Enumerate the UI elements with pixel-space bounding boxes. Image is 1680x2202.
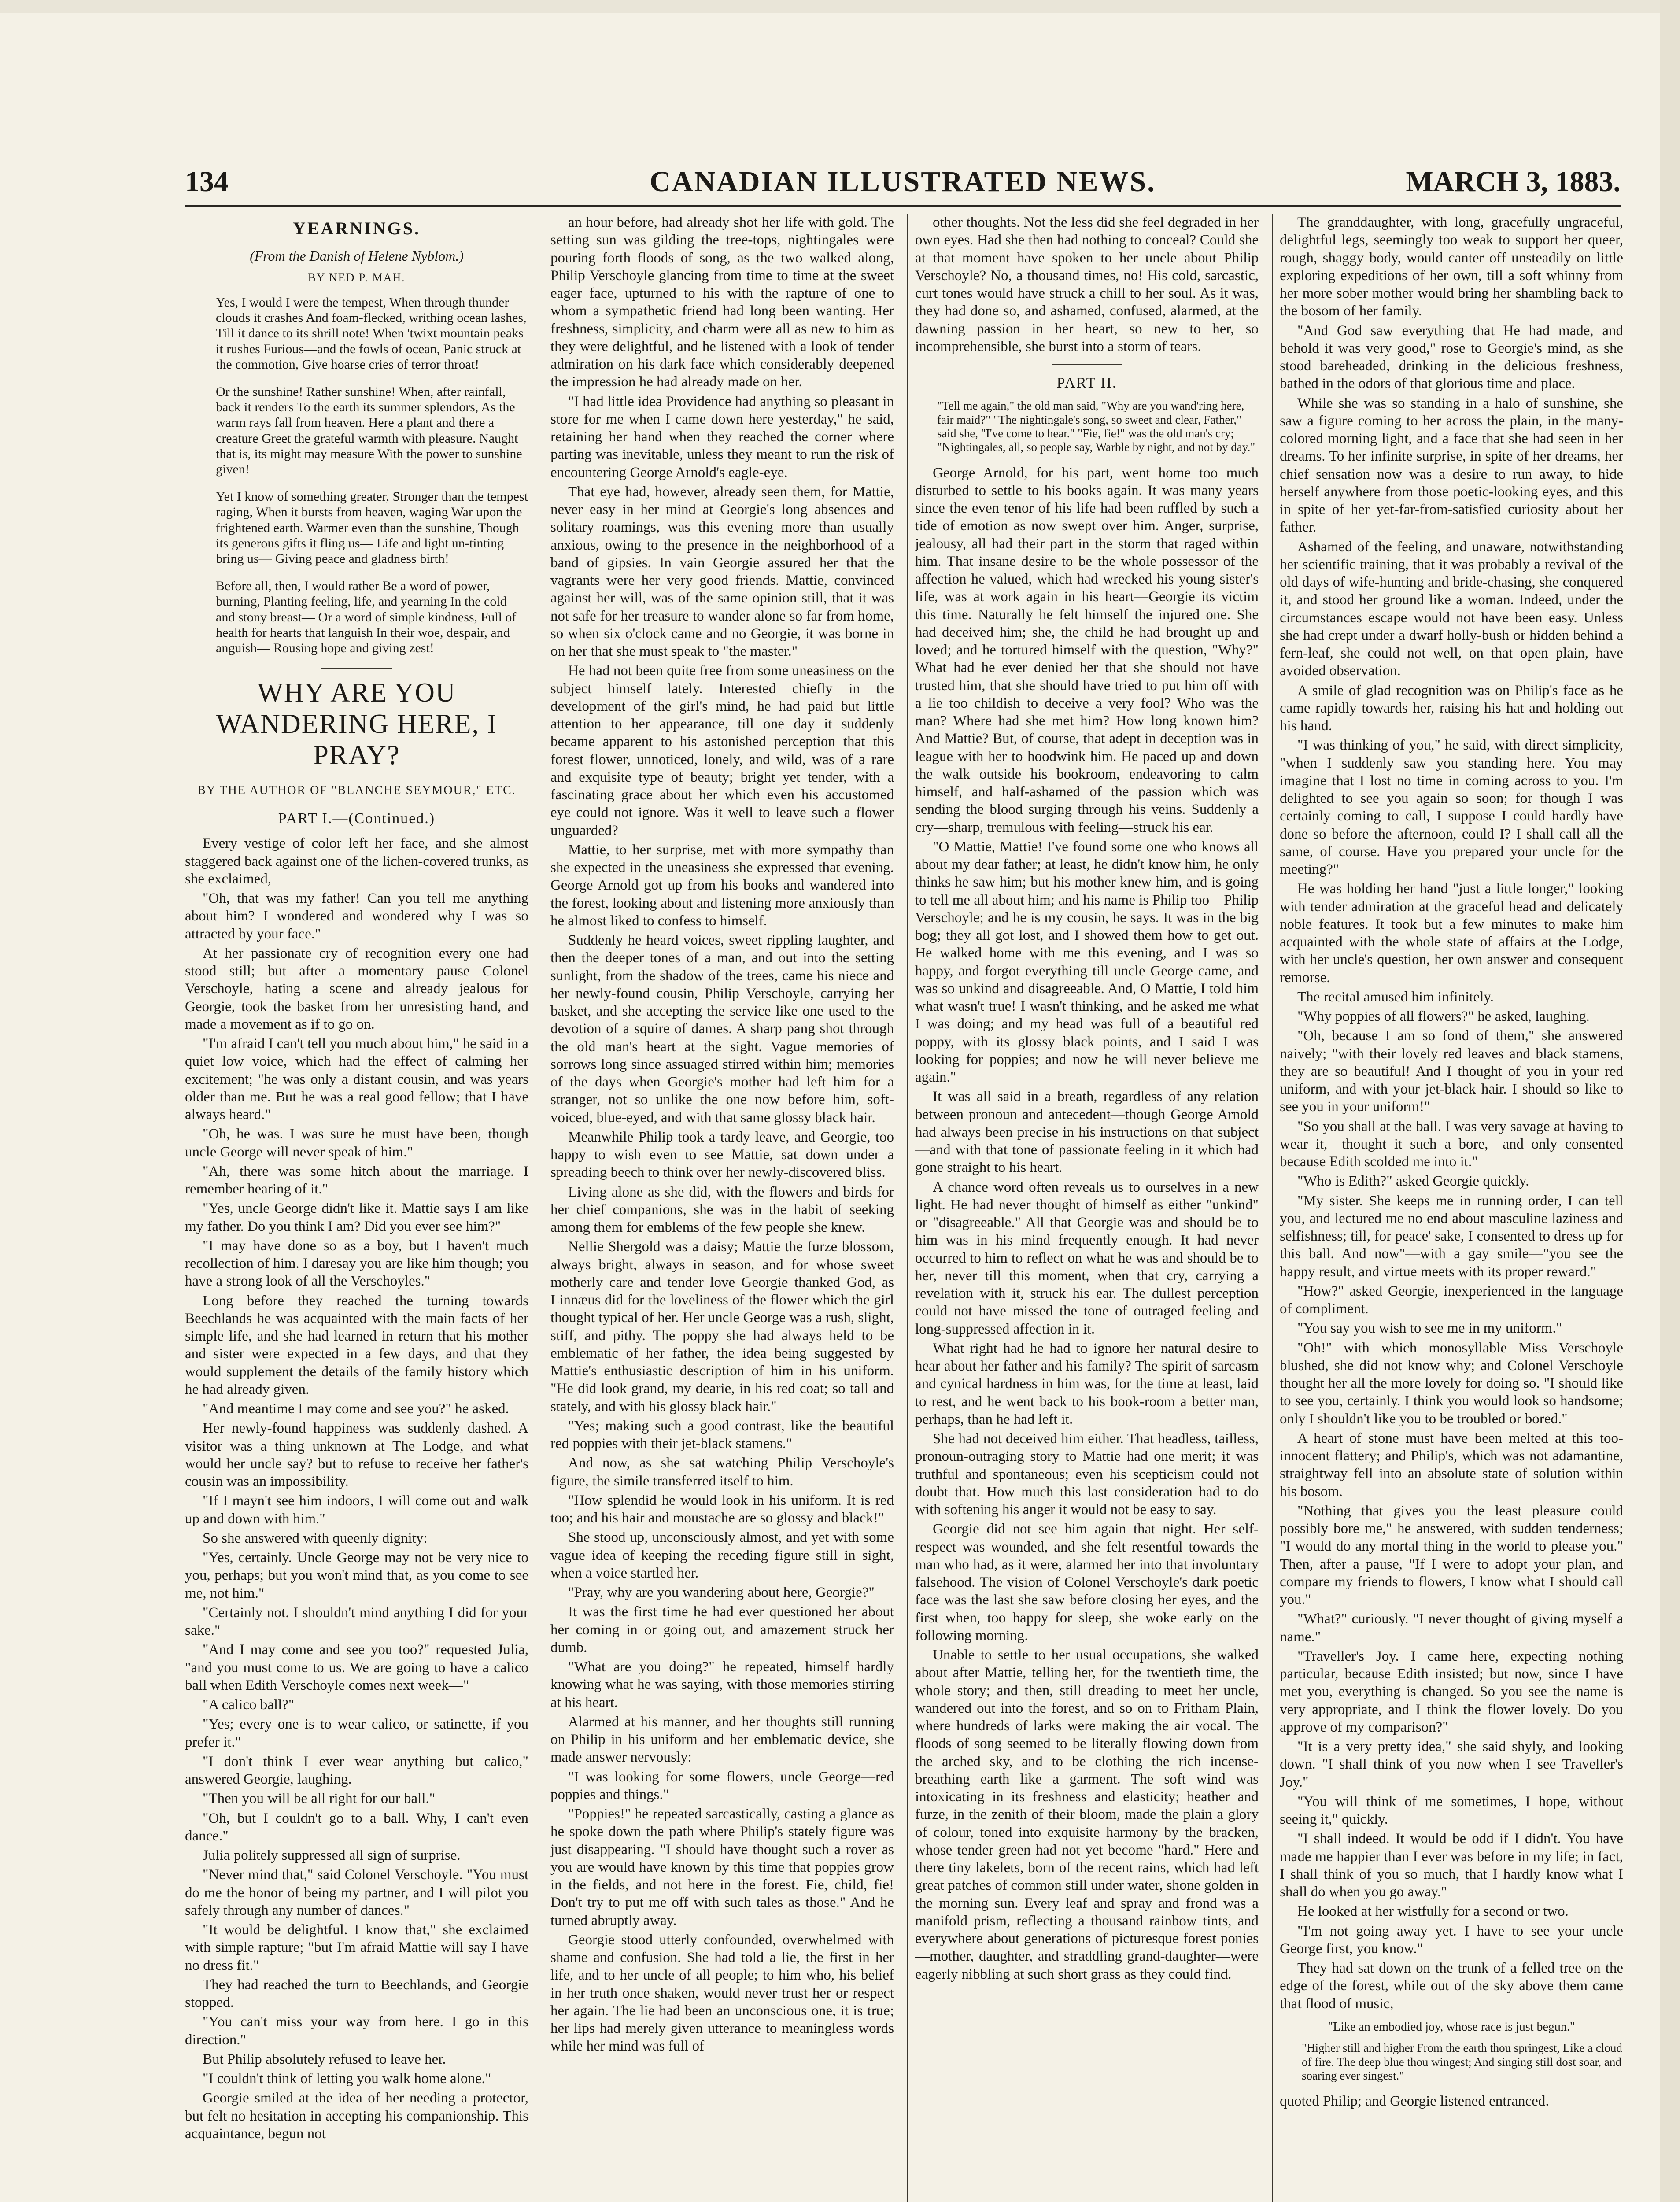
paragraph: Her newly-found happiness was suddenly dashed. A visitor was a thing unknown at The Lodge, and what would her uncle say? but to refuse to receive her father's cousin was an impossibility. — [185, 1420, 528, 1490]
paragraph: "Pray, why are you wandering about here, Georgie?" — [568, 1585, 875, 1600]
column-4 — [1280, 214, 1623, 2202]
paragraph: They had sat down on the trunk of a felled tree on the edge of the forest, while out of the sky above them came that flood of music, — [1280, 1960, 1623, 2012]
page-number: 134 — [185, 166, 229, 198]
paragraph: A heart of stone must have been melted at this too-innocent flattery; and Philip's, which was not adamantine, straightway fell into an absolute state of solution within his bosom. — [1280, 1430, 1623, 1500]
paragraph: "Oh!" with which monosyllable Miss Verschoyle blushed, she did not know why; and Colonel Verschoyle thought her all the more lovely for doing so. "I should like to see you, certainly. I think you would look so handsome; only I shouldn't like you to be troubled or bored." — [1280, 1340, 1623, 1427]
paragraph: Living alone as she did, with the flowers and birds for her chief companions, she was in the habit of seeking among them for emblems of the few people she knew. — [550, 1184, 894, 1235]
paragraph: George Arnold, for his part, went home too much disturbed to settle to his books again. It was many years since the even tenor of his life had been ruffled by such a tide of emotion as now swept over him. Anger, surprise, jealousy, all had their part in the storm that raged within him. That insane desire to be the whole possessor of the affection he valued, which had wrecked his young sister's life, was at work again in his heart—Georgie its victim this time. Naturally he felt himself the injured one. She had deceived him; she, the child he had brought up and loved; and he tortured himself with the question, "Why?" What had he ever denied her that she should not have trusted him, that she should have tried to put him off with a lie too childish to deceive a very fool? Who was the man? Where had she met him? How long known him? And Mattie? But, of course, that adept in deception was in league with her to hoodwink him. He paced up and down the walk outside his bookroom, endeavoring to calm himself, and half-ashamed of the passion which was sending the blood surging through his veins. Suddenly a cry—sharp, tremulous with feeling—struck his ear. — [915, 465, 1259, 835]
paragraph: "Poppies!" he repeated sarcastically, casting a glance as he spoke down the path where Philip's stately figure was just disappearing. "I should have thought such a rover as you are would have known by this time that poppies grow in the fields, and not here in the forest. Fie, child, fie! Don't try to put me off with such tales as those." And he turned abruptly away. — [550, 1806, 894, 1929]
paragraph: Alarmed at his manner, and her thoughts still running on Philip in his uniform and her emblematic device, she made answer nervously: — [550, 1714, 894, 1766]
paragraph: "You can't miss your way from here. I go in this direction." — [185, 2014, 528, 2048]
paragraph: "Traveller's Joy. I came here, expecting nothing particular, because Edith insisted; but now, since I have met you, everything is changed. So you see the name is very appropriate, and I think the flower lovely. Do you approve of my comparison?" — [1280, 1648, 1623, 1735]
paragraph: He was holding her hand "just a little longer," looking with tender admiration at the graceful head and delicately noble features. It took but a few minutes to make him acquainted with the whole state of affairs at the Lodge, with her uncle's question, her own answer and consequent remorse. — [1280, 881, 1623, 986]
newspaper-title: CANADIAN ILLUSTRATED NEWS. — [650, 166, 1156, 198]
paragraph: "How?" asked Georgie, inexperienced in the language of compliment. — [1280, 1283, 1623, 1317]
paragraph: "What are you doing?" he repeated, himself hardly knowing what he was saying, with those memories stirring at his heart. — [550, 1659, 894, 1711]
paragraph: "You say you wish to see me in my uniform." — [1297, 1320, 1562, 1337]
paragraph: "Yes, certainly. Uncle George may not be very nice to you, perhaps; but you won't mind that, as you come to see me, not him." — [185, 1550, 528, 1601]
col3-text-b — [915, 464, 1259, 1983]
paragraph: They had reached the turn to Beechlands, and Georgie stopped. — [185, 1977, 528, 2011]
page-top-edge — [0, 0, 1680, 13]
paragraph: other thoughts. Not the less did she feel degraded in her own eyes. Had she then had nothing to conceal? Could she at that moment have spoken to her uncle about Philip Verschoyle? No, a thousand times, no! His cold, sarcastic, curt tones would have struck a chill to her soul. As it was, they had done so, and ashamed, confused, alarmed, at the dawning passion in her heart, so new to her, so incomprehensible, she burst into a storm of tears. — [915, 214, 1259, 355]
poem-stanza: Yes, I would I were the tempest, When through thunder clouds it crashes And foam-flecked, writhing ocean lashes, Till it dance to its shrill note! When 'twixt mountain peaks it rushes Furious—and the fowls of ocean, Panic struck at the commotion, Give hoarse cries of terror throat! — [216, 295, 527, 372]
paragraph: "Yes; every one is to wear calico, or satinette, if you prefer it." — [185, 1716, 528, 1750]
paragraph: He looked at her wistfully for a second or two. — [1297, 1903, 1569, 1920]
section-divider — [1052, 364, 1122, 365]
paragraph: It was all said in a breath, regardless of any relation between pronoun and antecedent—though George Arnold had always been precise in his instructions on that subject—and with that tone of passionate feeling in it which had gone straight to his heart. — [915, 1089, 1259, 1176]
paragraph: A chance word often reveals us to ourselves in a new light. He had never thought of himself as either "unkind" or "disagreeable." All that Georgie was and should be to him was in his mind frequently enough. It had never occurred to him to reflect on what he was and should be to her, never till this moment, when that cry, carrying a revelation with it, struck his ear. The dullest perception could not have missed the tone of outraged feeling and long-suppressed affection in it. — [915, 1179, 1259, 1337]
paragraph: "I couldn't think of letting you walk home alone." — [203, 2071, 491, 2087]
paragraph: "It would be delightful. I know that," she exclaimed with simple rapture; "but I'm afraid Mattie will say I have no dress fit." — [185, 1922, 528, 1973]
paragraph: "O Mattie, Mattie! I've found some one who knows all about my dear father; at least, he didn't know him, he only thinks he saw him; but his mother knew him, and is going to tell me all about him; and his name is Philip too—Philip Verschoyle; and he is my cousin, he says. It was in the big bog; they all got lost, and I showed them how to get out. He walked home with me this evening, and I was so happy, and forgot everything till uncle George came, and was so unkind and disagreeable. And, O Mattie, I told him what wasn't true! I wasn't thinking, and he asked me what I was doing; and my head was full of a beautiful red poppy, with its glossy black points, and I said I was looking for poppies; and now he will never believe me again." — [915, 839, 1259, 1086]
paragraph: Julia politely suppressed all sign of surprise. — [203, 1847, 461, 1864]
col3-text-a — [915, 214, 1259, 355]
paragraph: Mattie, to her surprise, met with more sympathy than she expected in the uneasiness she expressed that evening. George Arnold got up from his books and wandered into the forest, looking about and listening more anxiously than he almost liked to confess to himself. — [550, 842, 894, 929]
poem-subtitle: (From the Danish of Helene Nyblom.) — [250, 248, 464, 264]
paragraph: "Ah, there was some hitch about the marriage. I remember hearing of it." — [185, 1163, 528, 1197]
issue-date: MARCH 3, 1883. — [1406, 166, 1621, 198]
paragraph: "Oh, that was my father! Can you tell me anything about him? I wondered and wondered why I was so attracted by your face." — [185, 890, 528, 942]
paragraph: "And meantime I may come and see you?" he asked. — [203, 1401, 509, 1417]
col2-text — [550, 214, 894, 2055]
paragraph: "Oh, because I am so fond of them," she answered naively; "with their lovely red leaves and black stamens, they are so beautiful! And I thought of you in your red uniform, and with your jet-black hair. I should so like to see you in your uniform!" — [1280, 1028, 1623, 1115]
paragraph: Suddenly he heard voices, sweet rippling laughter, and then the deeper tones of a man, and out into the setting sunlight, from the shadow of the trees, came his niece and her newly-found cousin, Philip Verschoyle, carrying her basket, and she accepting the service like one used to the devotion of a squire of dames. A sharp pang shot through the old man's heart at the sight. Vague memories of sorrows long since assuaged stirred within him; memories of the days when Georgie's mother had left him for a stranger, not so unlike the one now before him, soft-voiced, blue-eyed, and with that same glossy black hair. — [550, 932, 894, 1126]
paragraph: Nellie Shergold was a daisy; Mattie the furze blossom, always bright, always in season, and for whose sweet motherly care and tender love Georgie thanked God, as Linnæus did for the loveliness of the flower which the girl thought typical of her. Her uncle George was a rush, slight, stiff, and pithy. The poppy she had always held to be emblematic of her father, the idea being suggested by Mattie's enthusiastic description of him in his uniform. "He did look grand, my dearie, in his red coat; so tall and stately, and with his glossy black hair." — [550, 1239, 894, 1415]
paragraph: "Oh, but I couldn't go to a ball. Why, I can't even dance." — [185, 1810, 528, 1844]
story-byline: BY THE AUTHOR OF "BLANCHE SEYMOUR," ETC. — [197, 783, 516, 797]
paragraph: She had not deceived him either. That headless, tailless, pronoun-outraging story to Mattie had one merit; it was truthful and spontaneous; even his scepticism could not doubt that. How much this last consideration had to do with softening his anger it would not be easy to say. — [915, 1431, 1259, 1518]
page-header — [185, 165, 1621, 207]
paragraph: "Yes, uncle George didn't like it. Mattie says I am like my father. Do you think I am? Did you ever see him?" — [185, 1201, 528, 1234]
paragraph: "Nothing that gives you the least pleasure could possibly bore me," he answered, with sudden tenderness; "I would do any mortal thing in the world to please you." Then, after a pause, "If I were to adopt your plan, and compare my friends to flowers, I know what I should call you." — [1280, 1503, 1623, 1607]
paragraph: That eye had, however, already seen them, for Mattie, never easy in her mind at Georgie's long absences and solitary roamings, was this evening more than usually anxious, owing to the presence in the neighborhood of a band of gipsies. In vain Georgie assured her that the vagrants were her very good friends. Mattie, convinced against her will, was of the same opinion still, that it was not safe for her treasure to wander alone so far from home, so when six o'clock came and no Georgie, it was borne in on her that she must speak to "the master." — [550, 484, 894, 659]
col1-text — [185, 835, 528, 2143]
part-heading: PART II. — [1056, 375, 1117, 391]
paragraph: "I'm afraid I can't tell you much about him," he said in a quiet low voice, which had the effect of calming her excitement; "he was only a distant cousin, and was years older than me. But he was a real good fellow; that I have always heard." — [185, 1036, 528, 1123]
paragraph: While she was so standing in a halo of sunshine, she saw a figure coming to her across the plain, in the many-colored morning light, and a face that she had seen in her dreams. To her infinite surprise, in spite of her dreams, her chief sensation now was a desire to run away, to hide herself anywhere from those poetic-looking eyes, and this in spite of her yet-far-from-satisfied curiosity about her father. — [1280, 395, 1623, 536]
paragraph: It was the first time he had ever questioned her about her coming in or going out, and amazement struck her dumb. — [550, 1604, 894, 1655]
paragraph: "A calico ball?" — [203, 1697, 295, 1713]
paragraph: "I shall indeed. It would be odd if I didn't. You have made me happier than I ever was before in my life; in fact, I shall think of you so much, that I hardly know what I shall do when you go away." — [1280, 1831, 1623, 1900]
paragraph: Every vestige of color left her face, and she almost staggered back against one of the lichen-covered trunks, as she exclaimed, — [185, 835, 528, 887]
paragraph: Ashamed of the feeling, and unaware, notwithstanding her scientific training, that it was probably a revival of the old days of wife-hunting and bride-chasing, she conquered it, and stood her ground like a woman. Indeed, under the circumstances escape would not have been easy. Unless she had crept under a dwarf holly-bush or hidden behind a fern-leaf, she could not well, on that open plain, have avoided observation. — [1280, 539, 1623, 679]
poem-stanza: Yet I know of something greater, Stronger than the tempest raging, When it bursts from heaven, waging War upon the frightened earth. Warmer even than the sunshine, Though its generous gifts it fling us— Life and light un-tinting bring us— Giving peace and gladness birth! — [216, 489, 528, 566]
paragraph: And now, as she sat watching Philip Verschoyle's figure, the simile transferred itself to him. — [550, 1455, 894, 1489]
paragraph: What right had he had to ignore her natural desire to hear about her father and his family? The spirit of sarcasm and cynical hardness in him was, for the time at least, laid to rest, and he went back to his book-room a better man, perhaps, than he had left it. — [915, 1340, 1259, 1427]
paragraph: Unable to settle to her usual occupations, she walked about after Mattie, telling her, for the twentieth time, the whole story; and then, still dreading to meet her uncle, wandered out into the forest, and so on to Fritham Plain, where hundreds of larks were making the air vocal. The floods of song seemed to be literally flowing down from the arched sky, and to be clothing the rich incense-breathing earth like a garment. The soft wind was intoxicating in its freshness and elasticity; heather and furze, in the zenith of their bloom, made the plain a glory of colour, toned into exquisite harmony by the bracken, whose tender green had not yet become "hard." Here and there tiny lakelets, born of the recent rains, which had left great patches of common still under water, shone golden in the morning sun. Every leaf and spray and frond was a manifold prism, reflecting a thousand rainbow tints, and everywhere about generations of picturesque forest ponies—mother, daughter, and straddling grand-daughter—were eagerly nibbling at such short grass as they could find. — [915, 1647, 1259, 1982]
column-1 — [185, 214, 528, 2202]
paragraph: "And I may come and see you too?" requested Julia, "and you must come to us. We are going to have a calico ball when Edith Verschoyle comes next week—" — [185, 1642, 528, 1693]
paragraph: "Who is Edith?" asked Georgie quickly. — [1297, 1173, 1529, 1190]
paragraph: "So you shall at the ball. I was very savage at having to wear it,—thought it such a bore,—and only consented because Edith scolded me into it." — [1280, 1118, 1623, 1170]
story-title: WHY ARE YOU WANDERING HERE, I PRAY? — [216, 677, 498, 771]
paragraph: So she answered with queenly dignity: — [203, 1530, 428, 1546]
paragraph: Georgie did not see him again that night. Her self-respect was wounded, and she felt resentful towards the man who had, as it were, alarmed her into that involuntary falsehood. The vision of Colonel Verschoyle's dark poetic face was the last she saw before closing her eyes, and the first when, too happy for sleep, she woke early on the following morning. — [915, 1521, 1259, 1644]
paragraph: "My sister. She keeps me in running order, I can tell you, and lectured me no end about masculine laziness and selfishness; till, for peace' sake, I consented to dress up for this ball. And now"—with a gay smile—"you see the happy result, and virtue meets with its proper reward." — [1280, 1193, 1623, 1280]
paragraph: "How splendid he would look in his uniform. It is red too; and his hair and moustache are so glossy and black!" — [550, 1492, 894, 1526]
column-rule — [907, 214, 908, 2202]
paragraph: She stood up, unconsciously almost, and yet with some vague idea of keeping the receding figure still in sight, when a voice startled her. — [550, 1530, 894, 1581]
column-rule — [1272, 214, 1273, 2202]
poem-stanza: Before all, then, I would rather Be a word of power, burning, Planting feeling, life, and yearning In the cold and stony breast— Or a word of simple kindness, Full of health for hearts that languish In their woe, despair, and anguish— Rousing hope and giving zest! — [216, 578, 517, 656]
poem-stanza: Or the sunshine! Rather sunshine! When, after rainfall, back it renders To the earth its summer splendors, As the warm rays fall from heaven. Here a plant and there a creature Greet the grateful warmth with pleasure. Naught that is, its might may measure With the power to sunshine given! — [216, 384, 522, 477]
paragraph: "Then you will be all right for our ball." — [203, 1791, 436, 1807]
paragraph: At her passionate cry of recognition every one had stood still; but after a momentary pause Colonel Verschoyle, hating a scene and already jealous for Georgie, took the basket from her unresisting hand, and made a movement as if to go on. — [185, 945, 528, 1032]
paragraph: "I may have done so as a boy, but I haven't much recollection of him. I daresay you are like him though; you have a strong look of all the Verschoyles." — [185, 1238, 528, 1289]
paragraph: Georgie smiled at the idea of her needing a protector, but felt no hesitation in accepting his companionship. This acquaintance, begun not — [185, 2090, 528, 2142]
paragraph: Georgie stood utterly confounded, overwhelmed with shame and confusion. She had told a lie, the first in her life, and to her uncle of all people; to him who, his belief in her truth once shaken, would never trust her or respect her again. The lie had been an unconscious one, it is true; her lips had merely given utterance to meaningless words while her mind was full of — [550, 1932, 894, 2054]
paragraph: "You will think of me sometimes, I hope, without seeing it," quickly. — [1280, 1793, 1623, 1827]
section-divider — [321, 668, 392, 669]
paragraph: A smile of glad recognition was on Philip's face as he came rapidly towards her, raising his hat and holding out his hand. — [1280, 682, 1623, 734]
paragraph: "I was looking for some flowers, uncle George—red poppies and things." — [550, 1769, 894, 1803]
page-right-edge — [1660, 0, 1680, 2202]
paragraph: "I was thinking of you," he said, with direct simplicity, "when I suddenly saw you standing here. You may imagine that I lost no time in coming across to you. I'm delighted to see you again so soon; for though I was certainly coming to call, I suppose I could hardly have done so before the afternoon, could I? I shall call all the same, of course. Have you prepared your uncle for the meeting?" — [1280, 737, 1623, 877]
paragraph: He had not been quite free from some uneasiness on the subject himself lately. Interested chiefly in the development of the girl's mind, he had paid but little attention to her appearance, till one day it suddenly became apparent to his astonished perception that this forest flower, unnoticed, lonely, and wild, was of a rare and exquisite type of beauty; bright yet tender, with a fascinating grace about her which even his accustomed eye could not ignore. Was it well to leave such a flower unguarded? — [550, 663, 894, 839]
paragraph: an hour before, had already shot her life with gold. The setting sun was gilding the tree-tops, nightingales were pouring forth floods of song, as the two walked along, Philip Verschoyle glancing from time to time at the sweet eager face, upturned to his with the rapture of one to whom a sympathetic friend had long been wanting. Her freshness, simplicity, and charm were all as new to him as they were delightful, and he listened with a look of tender admiration on his dark face which considerably deepened the impression he had already made on her. — [550, 214, 894, 390]
paragraph: "Never mind that," said Colonel Verschoyle. "You must do me the honor of being my partner, and I will pilot you safely through any number of dances." — [185, 1867, 528, 1918]
paragraph: "If I mayn't see him indoors, I will come out and walk up and down with him." — [185, 1493, 528, 1527]
paragraph: "It is a very pretty idea," she said shyly, and looking down. "I shall think of you now when I see Traveller's Joy." — [1280, 1739, 1623, 1790]
paragraph: But Philip absolutely refused to leave her. — [203, 2051, 446, 2067]
closing-line: quoted Philip; and Georgie listened entranced. — [1280, 2093, 1549, 2110]
paragraph: "Why poppies of all flowers?" he asked, laughing. — [1297, 1009, 1590, 1024]
ballad-verse: "Tell me again," the old man said, "Why are you wand'ring here, fair maid?" "The nightingale's song, so sweet and clear, Father," said she, "I've come to hear." "Fie, fie!" was the old man's cry; "Nightingales, all, so people say, Warble by night, and not by day." — [937, 399, 1255, 454]
col4-text — [1280, 214, 1623, 2013]
poem-title: YEARNINGS. — [292, 218, 421, 238]
paragraph: "Certainly not. I shouldn't mind anything I did for your sake." — [185, 1604, 528, 1639]
paragraph: "Yes; making such a good contrast, like the beautiful red poppies with their jet-black stamens." — [550, 1418, 894, 1452]
paragraph: The recital amused him infinitely. — [1297, 989, 1494, 1005]
paragraph: "Oh, he was. I was sure he must have been, though uncle George will never speak of him." — [185, 1126, 528, 1160]
poem-byline: BY NED P. MAH. — [308, 271, 406, 284]
paragraph: "I'm not going away yet. I have to see your uncle George first, you know." — [1280, 1923, 1623, 1957]
quoted-line: "Like an embodied joy, whose race is just begun." — [1328, 2020, 1575, 2034]
column-3 — [915, 214, 1259, 2202]
paragraph: "What?" curiously. "I never thought of giving myself a name." — [1280, 1611, 1623, 1645]
column-2 — [550, 214, 894, 2202]
paragraph: "I had little idea Providence had anything so pleasant in store for me when I came down here yesterday," he said, retaining her hand when they reached the corner where parting was inevitable, unless they meant to run the risk of encountering George Arnold's eagle-eye. — [550, 393, 894, 480]
paragraph: The granddaughter, with long, gracefully ungraceful, delightful legs, seemingly too weak to support her queer, rough, shaggy body, would canter off unsteadily on little exploring expeditions of her own, till a soft whinny from her more sober mother would bring her shambling back to the bosom of her family. — [1280, 214, 1623, 319]
paragraph: Long before they reached the turning towards Beechlands he was acquainted with the main facts of her simple life, and she had learned in return that his mother and sister were expected in a few days, and that they would supplement the details of the family history which he had already given. — [185, 1293, 528, 1397]
skylark-verse: "Higher still and higher From the earth thou springest, Like a cloud of fire. The deep blue thou wingest; And singing still dost soar, and soaring ever singest." — [1302, 2041, 1622, 2082]
paragraph: Meanwhile Philip took a tardy leave, and Georgie, too happy to wish even to see Mattie, sat down under a spreading beech to think over her newly-discovered bliss. — [550, 1129, 894, 1181]
paragraph: "I don't think I ever wear anything but calico," answered Georgie, laughing. — [185, 1753, 528, 1788]
part-heading: PART I.—(Continued.) — [278, 810, 436, 827]
paragraph: "And God saw everything that He had made, and behold it was very good," rose to Georgie's mind, as she stood bareheaded, drinking in the delicious freshness, bathed in the odors of that glorious time and place. — [1280, 322, 1623, 392]
